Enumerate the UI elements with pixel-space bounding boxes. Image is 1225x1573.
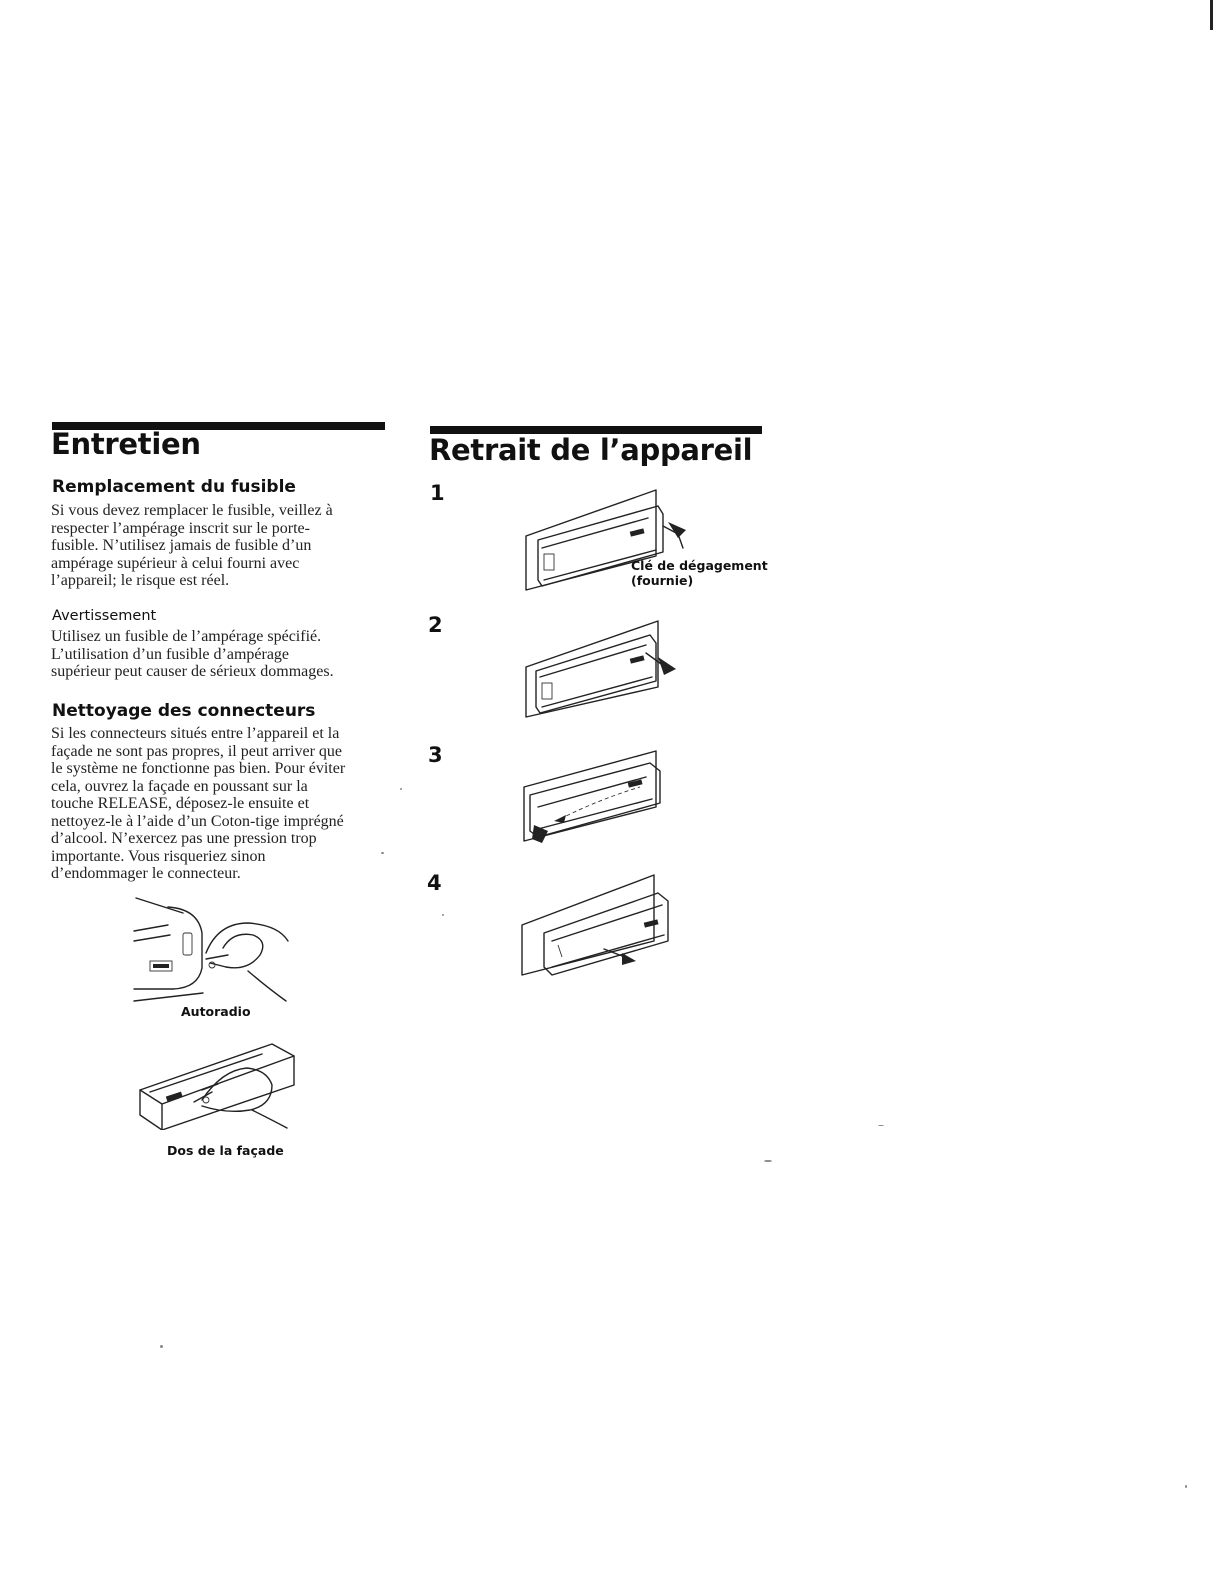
paragraph-warning <box>51 628 334 681</box>
release-key-caption <box>631 558 768 588</box>
text-line: fusible. N’utilisez jamais de fusible d’un <box>51 537 312 554</box>
faceplate-back-illustration <box>132 1030 302 1130</box>
autoradio-caption: Autoradio <box>181 1004 251 1019</box>
text-line: le système ne fonctionne pas bien. Pour éviter <box>51 760 346 777</box>
step-number-3: 3 <box>428 743 443 767</box>
text-line: supérieur peut causer de sérieux dommages. <box>51 663 334 680</box>
scan-speck <box>160 1345 163 1348</box>
paragraph-connector-cleaning <box>51 725 345 883</box>
scan-speck <box>878 1125 884 1126</box>
paragraph-fuse-replacement <box>51 502 333 590</box>
scan-speck <box>381 852 384 854</box>
section-title-entretien: Entretien <box>51 427 201 461</box>
release-key-caption-line: Clé de dégagement <box>631 558 768 573</box>
text-line: L’utilisation d’un fusible d’ampérage <box>51 645 290 663</box>
text-line: respecter l’ampérage inscrit sur le porte- <box>51 519 310 537</box>
heading-fuse-replacement: Remplacement du fusible <box>52 477 296 497</box>
heading-connector-cleaning: Nettoyage des connecteurs <box>52 701 316 721</box>
text-line: l’appareil; le risque est réel. <box>51 572 230 589</box>
faceplate-back-caption: Dos de la façade <box>167 1143 284 1158</box>
step-3-illustration <box>520 747 670 847</box>
heading-warning: Avertissement <box>52 608 157 624</box>
text-line: nettoyez-le à l’aide d’un Coton-tige imprégné <box>51 812 344 830</box>
text-line: Utilisez un fusible de l’ampérage spécifié. <box>51 628 322 645</box>
text-line: importante. Vous risqueriez sinon <box>51 847 266 865</box>
scan-speck <box>764 1160 772 1162</box>
text-line: Si les connecteurs situés entre l’appareil et la <box>51 725 340 742</box>
scan-speck <box>1210 0 1213 30</box>
step-number-1: 1 <box>430 481 445 505</box>
text-line: Si vous devez remplacer le fusible, veillez à <box>51 502 333 519</box>
text-line: cela, ouvrez la façade en poussant sur la <box>51 777 308 795</box>
scan-speck <box>1185 1485 1187 1488</box>
text-line: d’endommager le connecteur. <box>51 865 241 882</box>
release-key-caption-line: (fournie) <box>631 573 694 588</box>
scan-speck <box>400 788 402 790</box>
section-title-removal: Retrait de l’appareil <box>429 433 753 467</box>
step-number-2: 2 <box>428 613 443 637</box>
step-2-illustration <box>518 617 683 722</box>
step-number-4: 4 <box>427 871 442 895</box>
text-line: d’alcool. N’exercez pas une pression trop <box>51 830 317 847</box>
text-line: touche RELEASE, déposez-le ensuite et <box>51 795 310 812</box>
scan-speck <box>442 914 444 916</box>
text-line: ampérage supérieur à celui fourni avec <box>51 554 300 572</box>
autoradio-cleaning-illustration <box>128 893 298 1008</box>
step-4-illustration <box>518 871 678 981</box>
text-line: façade ne sont pas propres, il peut arriver que <box>51 742 342 760</box>
